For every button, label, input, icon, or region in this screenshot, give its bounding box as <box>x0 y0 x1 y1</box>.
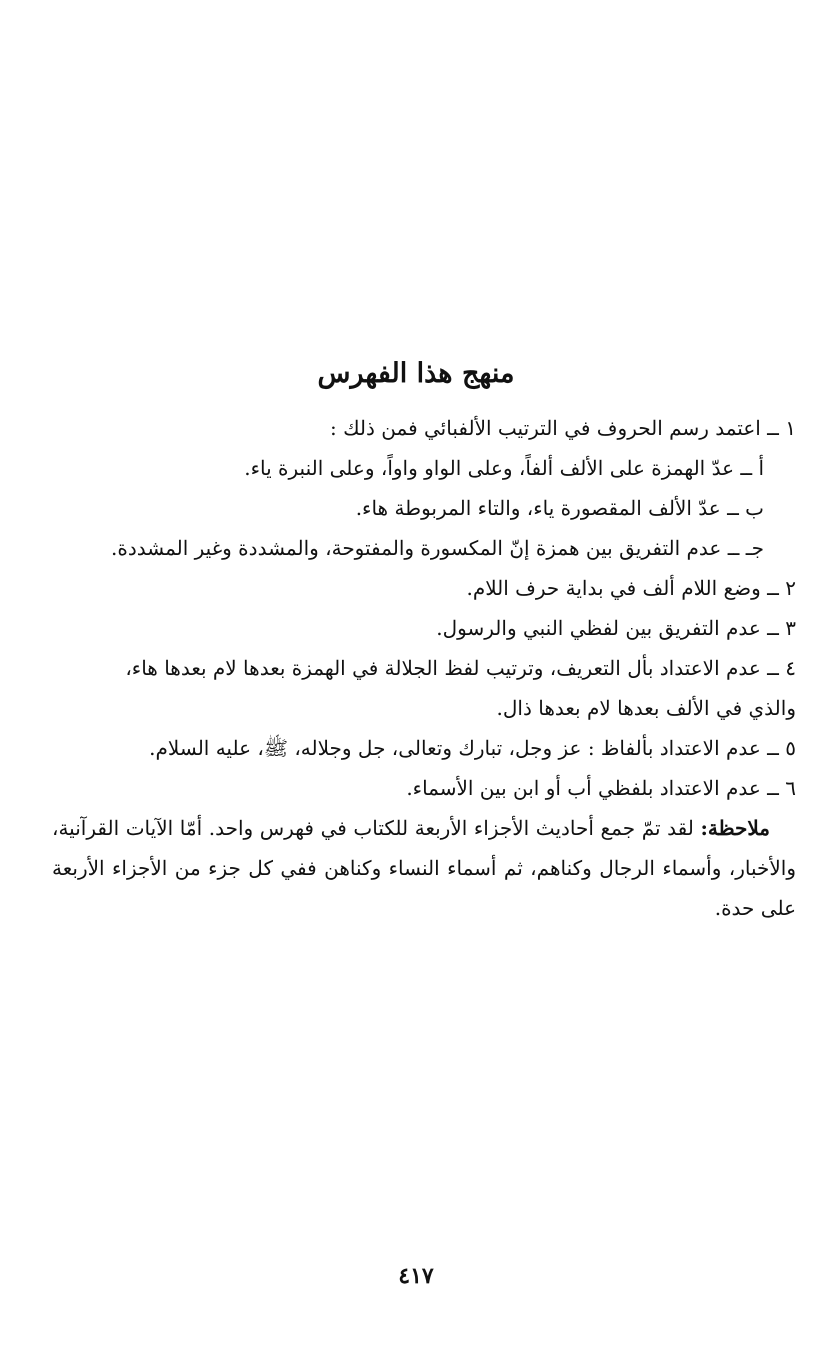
rule-item-4: ٤ ــ عدم الاعتداد بأل التعريف، وترتيب لفظ الجلالة في الهمزة بعدها لام بعدها هاء، <box>125 656 796 680</box>
rule-item-6: ٦ ــ عدم الاعتداد بلفظي أب أو ابن بين الأسماء. <box>406 776 796 800</box>
rule-item-1: ١ ــ اعتمد رسم الحروف في الترتيب الألفبائي فمن ذلك : <box>329 416 796 440</box>
note-paragraph <box>52 808 796 928</box>
rule-subitem-a: أ ــ عدّ الهمزة على الألف ألفاً، وعلى الواو واواً، وعلى النبرة ياء. <box>244 456 764 480</box>
rule-subitem-b: ب ــ عدّ الألف المقصورة ياء، والتاء المربوطة هاء. <box>355 496 764 520</box>
rule-item-2: ٢ ــ وضع اللام ألف في بداية حرف اللام. <box>466 576 796 600</box>
page-number: ٤١٧ <box>398 1263 434 1289</box>
rule-subitem-c: جـ ــ عدم التفريق بين همزة إنّ المكسورة والمفتوحة، والمشددة وغير المشددة. <box>110 536 764 560</box>
rule-item-5: ٥ ــ عدم الاعتداد بألفاظ : عز وجل، تبارك وتعالى، جل وجلاله، ﷺ، عليه السلام. <box>149 736 796 760</box>
note-text: لقد تمّ جمع أحاديث الأجزاء الأربعة للكتاب في فهرس واحد. أمّا الآيات القرآنية، والأخبار، وأسماء الرجال وكناهم، ثم أسماء النساء وكناهن ففي كل جزء من الأجزاء الأربعة على حدة. <box>52 816 796 920</box>
document-body <box>52 408 796 928</box>
page-title: منهج هذا الفهرس <box>317 358 515 389</box>
rule-item-3: ٣ ــ عدم التفريق بين لفظي النبي والرسول. <box>436 616 796 640</box>
rule-item-4-continued: والذي في الألف بعدها لام بعدها ذال. <box>496 696 796 720</box>
note-label: ملاحظة: <box>700 816 770 840</box>
